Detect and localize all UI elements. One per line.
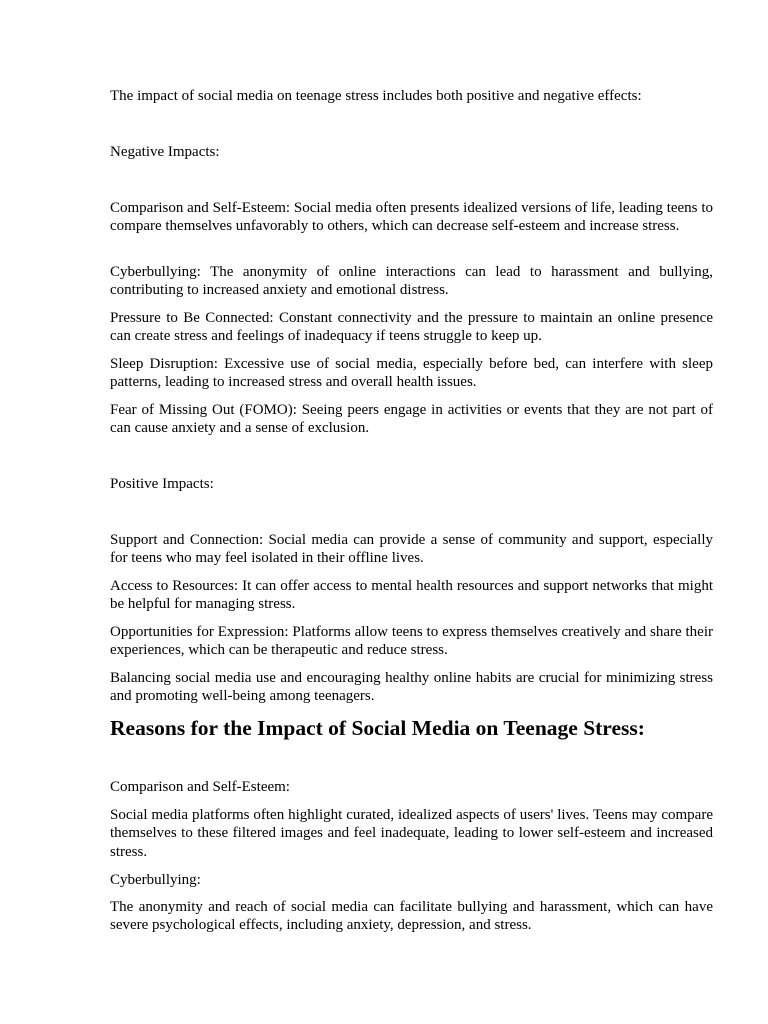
conclusion-paragraph: Balancing social media use and encouraging healthy online habits are crucial for minimizing stress and promoting well-being among teenagers. bbox=[110, 670, 713, 705]
negative-item-sleep: Sleep Disruption: Excessive use of social media, especially before bed, can interfere with sleep patterns, leading to increased stress and overall health issues. bbox=[110, 356, 713, 391]
reason-text-cyberbullying: The anonymity and reach of social media can facilitate bullying and harassment, which can have severe psychological effects, including anxiety, depression, and stress. bbox=[110, 899, 713, 934]
reason-text-comparison: Social media platforms often highlight curated, idealized aspects of users' lives. Teens may compare themselves to these filtered images and feel inadequate, leading to lower self-esteem and increased stress. bbox=[110, 807, 713, 860]
intro-paragraph: The impact of social media on teenage stress includes both positive and negative effects: bbox=[110, 88, 642, 104]
positive-item-support: Support and Connection: Social media can provide a sense of community and support, especially for teens who may feel isolated in their offline lives. bbox=[110, 532, 713, 567]
positive-impacts-heading: Positive Impacts: bbox=[110, 476, 214, 492]
positive-item-resources: Access to Resources: It can offer access to mental health resources and support networks that might be helpful for managing stress. bbox=[110, 578, 713, 613]
reason-title-comparison: Comparison and Self-Esteem: bbox=[110, 779, 290, 795]
positive-item-expression: Opportunities for Expression: Platforms allow teens to express themselves creatively and share their experiences, which can be therapeutic and reduce stress. bbox=[110, 624, 713, 659]
negative-item-comparison: Comparison and Self-Esteem: Social media often presents idealized versions of life, leading teens to compare themselves unfavorably to others, which can decrease self-esteem and increase stress. bbox=[110, 200, 713, 235]
reasons-heading: Reasons for the Impact of Social Media on Teenage Stress: bbox=[110, 716, 645, 740]
negative-item-fomo: Fear of Missing Out (FOMO): Seeing peers engage in activities or events that they are not part of can cause anxiety and a sense of exclusion. bbox=[110, 402, 713, 437]
negative-item-pressure: Pressure to Be Connected: Constant connectivity and the pressure to maintain an online presence can create stress and feelings of inadequacy if teens struggle to keep up. bbox=[110, 310, 713, 345]
negative-impacts-heading: Negative Impacts: bbox=[110, 144, 220, 160]
negative-item-cyberbullying: Cyberbullying: The anonymity of online interactions can lead to harassment and bullying, contributing to increased anxiety and emotional distress. bbox=[110, 264, 713, 299]
reason-title-cyberbullying: Cyberbullying: bbox=[110, 872, 201, 888]
